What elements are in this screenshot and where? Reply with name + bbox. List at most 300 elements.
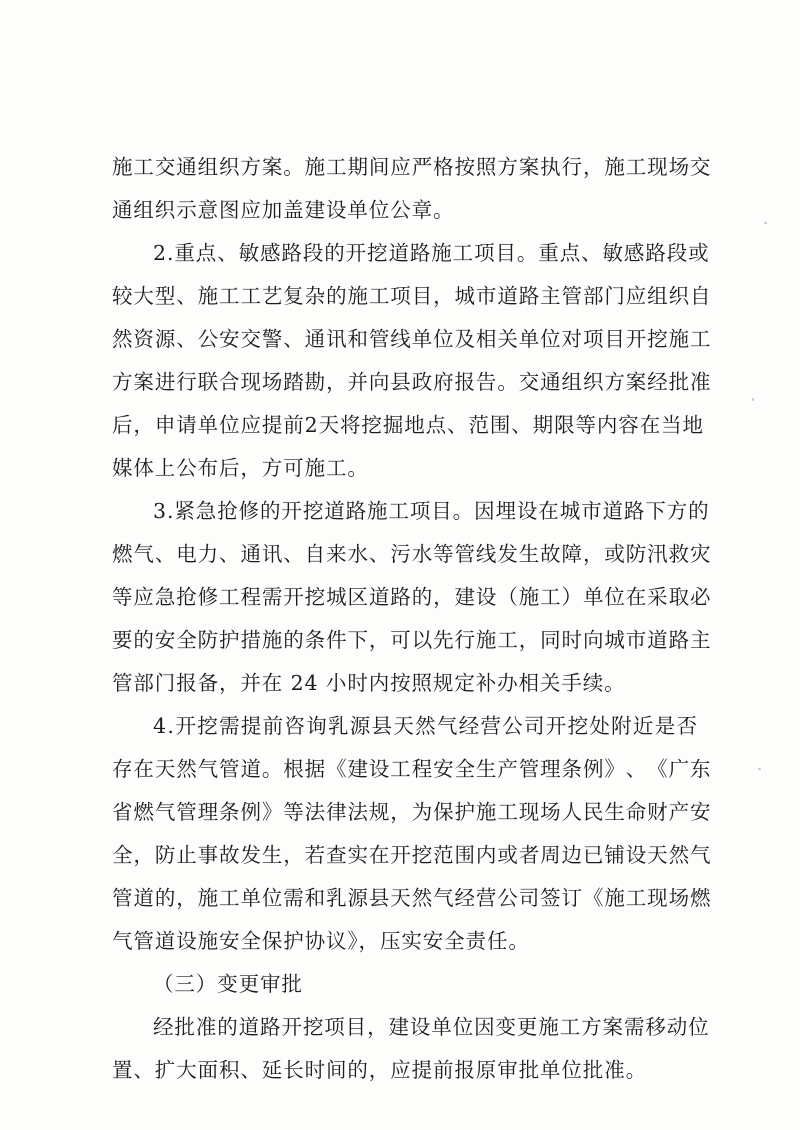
text-char: 急 [195,499,218,523]
text-char: 查 [326,843,348,867]
text-char: 前 [283,413,305,437]
text-char: 询 [306,714,328,738]
text-char: 经 [454,886,476,910]
text-char: 织 [668,284,690,308]
text-char: 工 [625,155,648,179]
text-char: 资 [133,327,155,351]
text-line [112,748,712,791]
text-char: 路 [345,499,368,523]
text-char: 公 [197,327,220,351]
text-char: 现 [240,370,262,394]
scan-artifact [764,222,767,224]
text-char: 的 [326,284,348,308]
text-char: 生 [475,757,498,781]
text-char: 路 [645,241,667,265]
text-char: 在 [133,757,155,781]
text-char: 目 [604,327,626,351]
text-char: 汛 [647,542,669,566]
text-char: 建 [388,1015,410,1039]
text-char: 组 [561,370,583,394]
text-char: 道 [368,585,391,609]
text-char: 现 [518,800,541,824]
text-char: 采 [647,585,669,609]
text-line [112,232,710,275]
text-char: 行 [561,155,583,179]
text-char: 单 [582,585,605,609]
text-char: 障 [561,542,583,566]
text-char: 、 [581,241,603,265]
text-char: 提 [240,714,263,738]
text-char: 路 [623,499,646,523]
text-char: 县 [390,370,412,394]
text-char: 法 [304,800,327,824]
text-char: 例 [582,757,605,781]
text-char: 护 [454,800,476,824]
text-char: 燃 [112,542,134,566]
text-char: 。 [283,155,305,179]
text-char: 条 [219,800,241,824]
text-char: 交 [689,155,712,179]
text-char: 通 [304,327,327,351]
text-char: 工 [497,628,519,652]
text-line [112,146,712,189]
text-char: 道 [647,628,669,652]
text-char: 、 [625,757,648,781]
text-char: ， [283,843,305,867]
text-char: 型 [154,284,177,308]
text-char: 或 [688,241,710,265]
text-char: 当 [661,413,683,437]
text-char: 的 [217,1015,239,1039]
text-char: 批 [668,370,690,394]
text-char: 经 [647,370,669,394]
text-char: 等 [575,413,597,437]
text-char: 近 [632,714,655,738]
text-char: 城 [559,499,582,523]
text-char: 城 [326,585,348,609]
text-line [112,490,710,533]
text-line: 管部门报备，并在 24 小时内按照规定补办相关手续。 [112,671,626,695]
text-char: 和 [304,886,327,910]
text-char: 因 [474,1015,496,1039]
text-char: 敏 [602,241,624,265]
text-char: 通 [540,370,562,394]
text-char: 重 [174,241,196,265]
text-char: 复 [283,284,305,308]
text-char: 主 [540,284,562,308]
text-char: 方 [240,155,262,179]
text-char: 讯 [326,327,348,351]
text-char: ， [368,628,391,652]
text-char: 方 [666,499,689,523]
text-char: 、 [217,241,239,265]
text-char: 内 [596,413,619,437]
text-char: ， [518,628,541,652]
text-char: 织 [219,155,241,179]
text-char: 施 [367,499,389,523]
text-char: 及 [454,327,476,351]
text-char: ， [133,413,155,437]
text-char: 管 [368,327,391,351]
text-char: 期 [347,155,369,179]
text-char: 工 [326,155,348,179]
text-char: 的 [411,585,434,609]
text-char: 法 [347,800,369,824]
text-char: 前 [262,714,285,738]
text-char: 的 [688,499,710,523]
text-char: 动 [666,1015,689,1039]
text-char: 报 [454,370,476,394]
text-line: 通组织示意图应加盖建设单位公章。 [112,198,455,222]
text-char: 单 [411,327,434,351]
text-char: 路 [668,628,690,652]
text-char: 生 [604,800,626,824]
text-char: 目 [431,499,453,523]
text-char: 交 [154,155,177,179]
text-char: 经 [458,714,481,738]
text-char: ， [433,585,455,609]
text-char: 营 [475,886,498,910]
text-char: 等 [283,800,305,824]
text-char: 挖 [197,714,219,738]
text-char: 紧 [174,499,196,523]
text-char: 案 [261,155,284,179]
text-char: 埋 [495,499,517,523]
text-char: 以 [411,628,434,652]
text-char: 工 [452,241,475,265]
text-char: 、 [154,542,177,566]
text-char: 经 [153,1015,175,1039]
text-char: 杂 [304,284,327,308]
text-char: 位 [219,413,241,437]
text-char: 取 [668,585,690,609]
text-char: 然 [415,714,437,738]
text-line [112,275,712,318]
text-char: 工 [559,1015,582,1039]
text-char: 等 [433,542,455,566]
text-char: 安 [219,327,241,351]
text-char: 开 [175,714,197,738]
text-char: 公 [497,886,519,910]
text-char: 故 [540,542,562,566]
text-char: 位 [261,886,284,910]
text-char: 公 [502,714,524,738]
text-line [112,619,712,662]
text-char: 事 [197,843,220,867]
text-char: 向 [582,628,605,652]
text-char: 规 [368,800,391,824]
text-char: 污 [390,542,412,566]
text-char: 方 [497,155,519,179]
text-char: 需 [261,585,284,609]
text-char: 准 [689,370,712,394]
text-char: 县 [371,714,393,738]
text-char: 工 [240,284,262,308]
text-char: 门 [604,284,626,308]
text-char: 间 [368,155,391,179]
text-char: 道 [388,241,410,265]
text-char: 施 [304,155,327,179]
text-char: ， [582,542,605,566]
text-char: 处 [589,714,611,738]
text-char: 气 [197,757,220,781]
text-char: 电 [176,542,198,566]
text-char: 批 [174,1015,196,1039]
text-char: . [166,241,175,265]
text-char: 财 [647,800,669,824]
text-char: 交 [518,370,541,394]
text-char: 管 [561,284,583,308]
text-char: 围 [489,413,512,437]
text-line: （三）变更审批 [153,972,303,996]
text-char: 后 [112,413,134,437]
text-char: 道 [240,757,262,781]
text-char: 订 [561,886,583,910]
text-char: 大 [133,284,155,308]
text-char: 场 [261,370,284,394]
text-char: 程 [411,757,434,781]
text-char: ， [176,886,198,910]
text-char: 应 [625,284,648,308]
text-line: 置、扩大面积、延长时间的，应提前报原审批单位批准。 [112,1058,647,1082]
text-char: 管 [112,886,134,910]
text-char: 安 [154,628,177,652]
text-char: 设 [516,499,539,523]
text-char: 设 [475,585,498,609]
text-char: 案 [133,370,155,394]
text-char: 警 [261,327,284,351]
text-char: 来 [326,542,348,566]
text-char: 申 [154,413,177,437]
text-char: 需 [283,886,305,910]
text-char: 然 [411,886,434,910]
text-char: 燃 [689,886,712,910]
text-char: 否 [676,714,698,738]
text-char: 织 [582,370,605,394]
text-char: 施 [347,284,369,308]
text-char: 或 [604,542,626,566]
text-char: 、 [176,327,198,351]
text-char: 部 [582,284,605,308]
text-char: 场 [668,886,690,910]
text-char: 条 [561,757,583,781]
text-char: 燃 [133,800,155,824]
text-char: 。 [261,757,284,781]
text-char: 源 [349,714,372,738]
text-char: 市 [625,628,648,652]
text-line [112,791,712,834]
text-char: 位 [452,1015,475,1039]
text-char: 施 [112,155,134,179]
scan-artifact [752,398,754,401]
text-char: 项 [474,241,496,265]
text-char: 方 [604,370,626,394]
text-char: 产 [668,800,690,824]
text-char: 施 [431,241,453,265]
text-char: 救 [668,542,690,566]
text-char: 必 [689,585,712,609]
text-char: 道 [324,499,346,523]
text-char: 天 [318,413,341,437]
text-char: 力 [197,542,220,566]
text-char: 目 [345,1015,368,1039]
text-char: 施 [261,628,284,652]
text-char: 工 [133,155,155,179]
text-char: 路 [409,241,432,265]
text-char: 气 [689,843,712,867]
text-char: 施 [538,1015,560,1039]
text-char: 若 [304,843,327,867]
text-char: 开 [390,843,412,867]
text-char: 项 [409,499,432,523]
text-char: 内 [475,843,498,867]
text-char: 周 [540,843,562,867]
text-char: 城 [604,628,626,652]
text-char: 气 [436,714,459,738]
text-char: 联 [197,370,220,394]
text-char: 较 [112,284,134,308]
text-char: 政 [411,370,434,394]
text-line [112,404,704,447]
text-char: 挖 [302,1015,325,1039]
text-char: 。 [516,241,539,265]
text-char: 感 [260,241,282,265]
text-char: 措 [240,628,262,652]
text-char: 施 [475,628,498,652]
text-char: 并 [347,370,369,394]
text-char: 管 [454,542,476,566]
text-char: 管 [219,757,241,781]
text-char: 施 [197,284,220,308]
text-char: 人 [561,800,583,824]
text-char: 设 [409,1015,432,1039]
text-char: 天 [154,757,177,781]
text-char: 路 [260,1015,282,1039]
text-char: 司 [518,886,541,910]
text-char: 先 [433,628,455,652]
text-char: 省 [112,800,134,824]
text-char: 主 [689,628,712,652]
text-char: 位 [604,585,626,609]
text-line [112,705,698,748]
text-char: ， [433,284,455,308]
text-char: 县 [368,886,391,910]
text-char: 现 [647,155,669,179]
text-char: 移 [645,1015,667,1039]
text-char: 、 [283,542,305,566]
text-char: 单 [431,1015,453,1039]
text-char: 的 [324,241,346,265]
text-char: 附 [611,714,633,738]
text-char: 、 [176,284,198,308]
text-char: 工 [368,284,391,308]
text-char: 生 [261,843,284,867]
text-char: 工 [497,800,519,824]
text-char: 保 [433,800,455,824]
text-char: 施 [604,886,626,910]
text-char: 项 [390,284,412,308]
text-char: 、 [368,542,391,566]
text-char: 护 [219,628,241,652]
text-char: 。 [497,370,519,394]
text-char: 故 [219,843,241,867]
text-char: 区 [347,585,369,609]
text-char: 挖 [302,499,325,523]
text-char: 开 [283,585,305,609]
text-char: 点 [425,413,448,437]
text-char: 要 [112,628,134,652]
text-line [112,877,712,920]
text-char: 在 [625,585,648,609]
text-char: 感 [623,241,646,265]
text-char: 命 [625,800,648,824]
text-char: 告 [475,370,498,394]
text-char: 抢 [217,499,239,523]
text-char: 为 [411,800,434,824]
text-char: 产 [497,757,519,781]
text-char: 边 [561,843,583,867]
text-char: 天 [647,843,669,867]
text-char: ， [582,155,605,179]
text-char: 自 [304,542,327,566]
text-char: 道 [602,499,624,523]
text-char: 市 [475,284,498,308]
text-char: 的 [154,886,177,910]
text-char: 道 [133,886,155,910]
text-char: 项 [324,1015,346,1039]
text-char: 应 [240,413,262,437]
text-char: 应 [133,585,155,609]
text-char: 挖 [567,714,589,738]
text-char: 路 [281,241,303,265]
text-char: 因 [474,499,496,523]
text-char: 、 [511,413,533,437]
text-char: 可 [390,628,412,652]
text-char: 点 [195,241,218,265]
text-char: 气 [154,800,177,824]
text-char: 单 [197,413,220,437]
text-char: 是 [654,714,677,738]
text-char: 变 [495,1015,517,1039]
text-char: 抢 [176,585,198,609]
text-char: 施 [668,327,690,351]
text-char: 、 [447,413,469,437]
text-char: 管 [518,757,541,781]
text-char: 条 [304,628,327,652]
text-char: 需 [219,714,241,738]
text-char: 段 [302,241,325,265]
text-char: 然 [176,757,198,781]
text-char: 项 [582,327,605,351]
text-char: 水 [347,542,369,566]
text-char: 挖 [647,327,669,351]
text-char: 天 [390,886,412,910]
text-char: 地 [404,413,426,437]
body-text [112,146,712,1092]
text-char: 工 [388,499,410,523]
text-char: 请 [176,413,198,437]
text-char: 在 [639,413,662,437]
text-char: . [166,499,175,523]
text-char: 签 [540,886,562,910]
text-char: 工 [219,284,241,308]
text-char: 工 [219,886,241,910]
text-char: 的 [133,628,155,652]
text-char: 、 [219,542,241,566]
text-char: 发 [497,542,519,566]
text-char: 然 [112,327,134,351]
text-char: 广 [668,757,690,781]
